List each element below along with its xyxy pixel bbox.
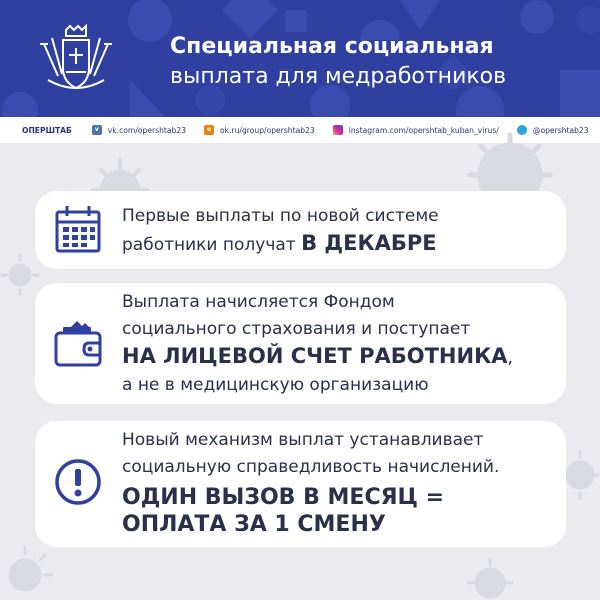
info-card-payment-source: [35, 283, 566, 404]
card-line-tail: ,: [507, 348, 513, 368]
info-card-new-mechanism: [35, 421, 566, 547]
card-line: [122, 343, 513, 372]
social-link-vk[interactable]: [92, 125, 186, 135]
virus-decoration-icon: [460, 555, 520, 600]
card-highlight: ОПЛАТА ЗА 1 СМЕНУ: [122, 512, 386, 537]
card-highlight: НА ЛИЦЕВОЙ СЧЕТ РАБОТНИКА: [122, 344, 508, 368]
card-line-plain: работники получат: [122, 235, 296, 255]
card-line: [122, 230, 439, 259]
card-line: а не в медицинскую организацию: [122, 375, 429, 395]
social-link-text: instagram.com/opershtab_kuban_virus/: [348, 125, 499, 135]
exclamation-icon: [53, 457, 103, 507]
card-line: Новый механизм выплат устанавливает: [122, 430, 484, 450]
card-line: социального страхования и поступает: [122, 319, 471, 339]
title-line-1: Специальная социальная: [170, 34, 494, 59]
page-title: [170, 32, 590, 92]
card-text: [122, 289, 513, 399]
card-highlight: ОДИН ВЫЗОВ В МЕСЯЦ =: [122, 485, 445, 510]
card-line: социальную справедливость начислений.: [122, 457, 500, 477]
card-line: Выплата начисляется Фондом: [122, 292, 395, 312]
card-text: [122, 427, 499, 538]
virus-decoration-icon: [0, 250, 40, 300]
title-line-2: выплата для медработников: [170, 64, 507, 89]
info-card-first-payments: [35, 191, 566, 269]
card-highlight: В ДЕКАБРЕ: [301, 231, 437, 255]
social-link-text: @opershtab23: [532, 125, 589, 135]
card-text: [122, 203, 439, 259]
vk-icon: v: [92, 125, 102, 135]
social-link-ok[interactable]: [204, 125, 315, 135]
social-link-text: vk.com/opershtab23: [107, 125, 187, 135]
social-link-text: ok.ru/group/opershtab23: [220, 125, 315, 135]
instagram-icon: [333, 125, 343, 135]
ok-icon: o: [204, 125, 214, 135]
header-banner: [0, 0, 600, 117]
calendar-icon: [53, 203, 103, 255]
coat-of-arms-icon: [36, 24, 116, 98]
wallet-icon: [53, 317, 107, 369]
brand-label: ОПЕРШТАБ: [22, 125, 72, 135]
card-line: Первые выплаты по новой системе: [122, 206, 439, 226]
